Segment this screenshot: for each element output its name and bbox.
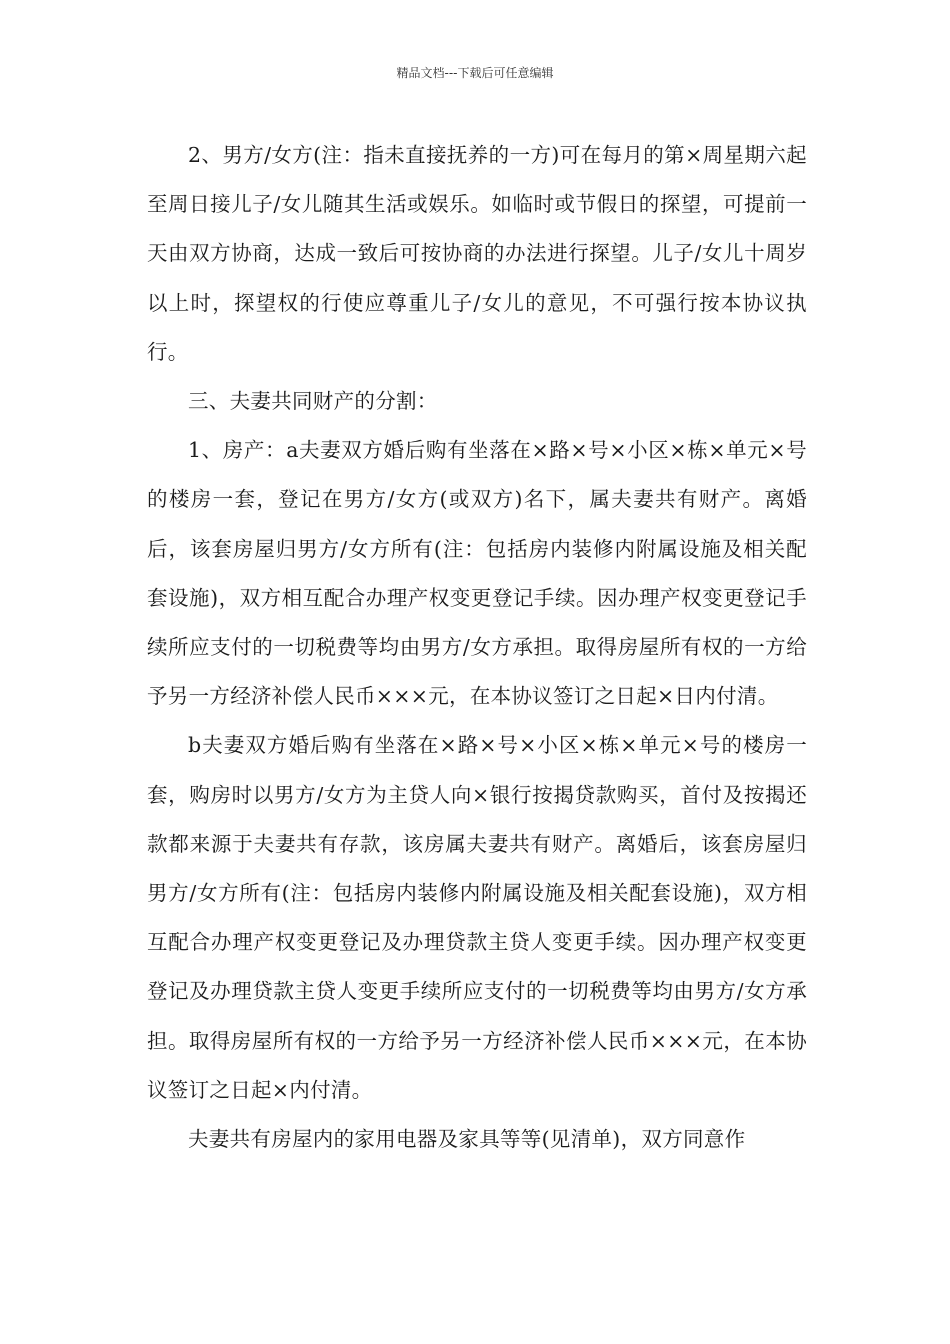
section-heading-property-division: 三、夫妻共同财产的分割： bbox=[188, 389, 438, 414]
paragraph-household-items: 夫妻共有房屋内的家用电器及家具等等(见清单)，双方同意作 bbox=[188, 1127, 746, 1152]
paragraph-property-b: b夫妻双方婚后购有坐落在×路×号×小区×栋×单元×号的楼房一套，购房时以男方/女方为主贷人向×银行按揭贷款购买，首付及按揭还款都来源于夫妻共有存款，该房属夫妻共有财产。离婚后，该套房屋归男方/女方所有(注：包括房内装修内附属设施及相关配套设施)，双方相互配合办理产权变更登记及办理贷款主贷人变更手续。因办理产权变更登记及办理贷款主贷人变更手续所应支付的一切税费等均由男方/女方承担。取得房屋所有权的一方给予另一方经济补偿人民币×××元，在本协议签订之日起×内付清。 bbox=[147, 733, 807, 1102]
page-header: 精品文档---下载后可任意编辑 bbox=[396, 66, 554, 80]
paragraph-visitation: 2、男方/女方(注：指未直接抚养的一方)可在每月的第×周星期六起至周日接儿子/女儿随其生活或娱乐。如临时或节假日的探望，可提前一天由双方协商，达成一致后可按协商的办法进行探望。儿子/女儿十周岁以上时，探望权的行使应尊重儿子/女儿的意见，不可强行按本协议执行。 bbox=[147, 143, 807, 364]
paragraph-property-a: 1、房产：a夫妻双方婚后购有坐落在×路×号×小区×栋×单元×号的楼房一套，登记在男方/女方(或双方)名下，属夫妻共有财产。离婚后，该套房屋归男方/女方所有(注：包括房内装修内附属设施及相关配套设施)，双方相互配合办理产权变更登记手续。因办理产权变更登记手续所应支付的一切税费等均由男方/女方承担。取得房屋所有权的一方给予另一方经济补偿人民币×××元，在本协议签订之日起×日内付清。 bbox=[147, 438, 807, 709]
document-body bbox=[147, 131, 807, 1164]
